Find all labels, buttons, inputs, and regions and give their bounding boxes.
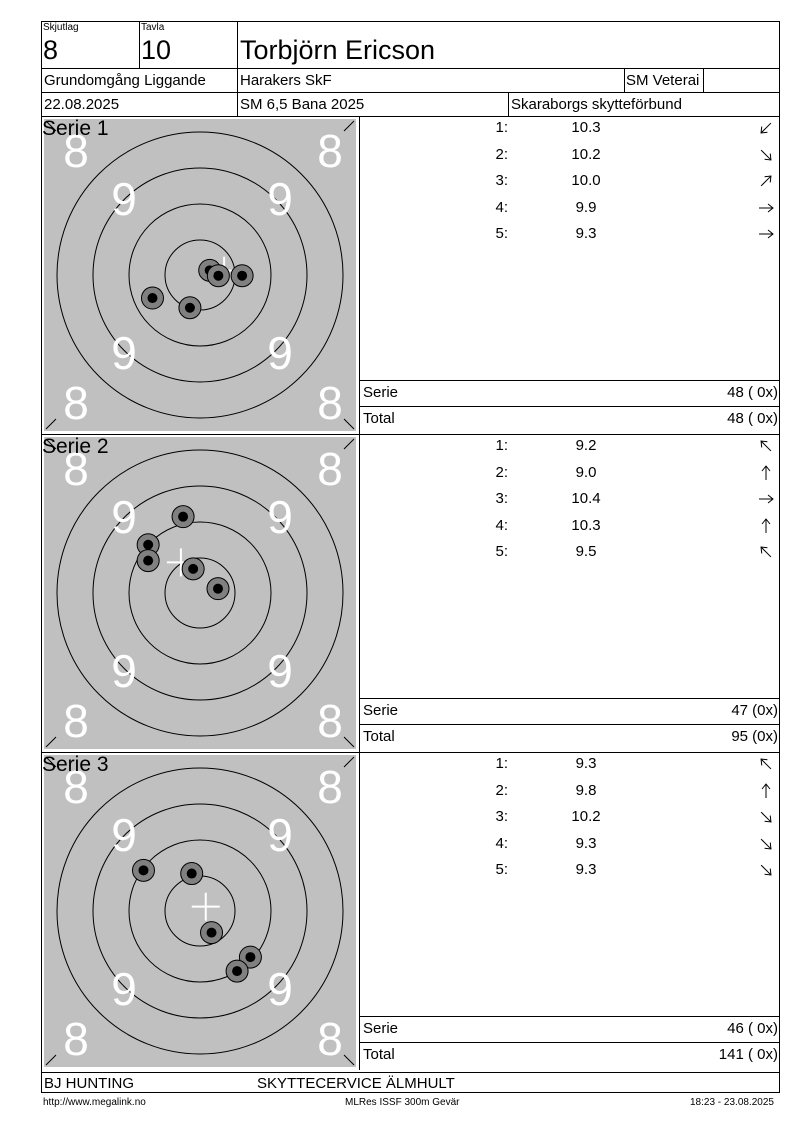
header-divider-1 xyxy=(41,68,780,69)
shot-hit-2 xyxy=(207,265,229,287)
series-title: Serie 1 xyxy=(42,117,109,140)
target-background xyxy=(44,437,356,749)
shot-number: 2: xyxy=(495,145,508,163)
shot-number: 2: xyxy=(495,781,508,799)
shot-number: 3: xyxy=(495,490,508,508)
serie-value: 47 (0x) xyxy=(731,702,778,719)
shot-hit-3 xyxy=(231,265,253,287)
total-line xyxy=(359,1042,780,1043)
shot-number: 1: xyxy=(495,755,508,772)
ring-number: 9 xyxy=(111,173,137,225)
ring-number: 9 xyxy=(267,491,293,543)
shot-direction-arrow-icon xyxy=(756,754,776,774)
ring-number: 8 xyxy=(63,377,89,429)
shot-hit-5 xyxy=(226,960,248,982)
footer-software: MLRes ISSF 300m Gevär xyxy=(345,1097,460,1108)
shot-number: 4: xyxy=(495,516,508,534)
total-line xyxy=(359,724,780,725)
shot-direction-arrow-icon xyxy=(756,224,776,244)
series-vdiv xyxy=(359,116,360,434)
header-vdiv-4 xyxy=(703,68,704,92)
federation-name: Skaraborgs skytteförbund xyxy=(511,96,682,113)
shot-direction-arrow-icon xyxy=(756,781,776,801)
shot-hit-3 xyxy=(137,550,159,572)
total-label: Total xyxy=(363,728,395,745)
shot-number: 5: xyxy=(495,861,508,879)
ring-number: 8 xyxy=(63,443,89,495)
ring-number: 8 xyxy=(317,377,343,429)
shot-hit-3 xyxy=(201,922,223,944)
total-label: Total xyxy=(363,1046,395,1063)
shot-number: 1: xyxy=(495,119,508,136)
shot-value: 10.3 xyxy=(571,119,601,136)
shot-value: 9.3 xyxy=(575,225,597,243)
serie-value: 46 ( 0x) xyxy=(727,1020,778,1037)
shot-number: 5: xyxy=(495,225,508,243)
ring-number: 8 xyxy=(317,1013,343,1065)
shot-hit-4 xyxy=(141,287,163,309)
serie-line xyxy=(359,698,780,699)
serie-label: Serie xyxy=(363,384,399,401)
shot-number: 2: xyxy=(495,463,508,481)
shooting-target xyxy=(44,437,356,749)
ring-number: 9 xyxy=(111,809,137,861)
ring-number: 8 xyxy=(63,1013,89,1065)
total-value: 141 ( 0x) xyxy=(718,1046,778,1063)
total-line xyxy=(359,406,780,407)
ring-number: 9 xyxy=(267,327,293,379)
serie-label: Serie xyxy=(363,1020,399,1037)
ring-number: 9 xyxy=(267,173,293,225)
shot-direction-arrow-icon xyxy=(756,860,776,880)
shot-value: 10.2 xyxy=(571,145,601,163)
shot-hit-2 xyxy=(181,863,203,885)
tavla-value: 10 xyxy=(141,35,172,65)
shot-hit-5 xyxy=(179,297,201,319)
shot-number: 4: xyxy=(495,834,508,852)
serie-line xyxy=(359,1016,780,1017)
shooting-target xyxy=(44,119,356,431)
shooter-name: Torbjörn Ericson xyxy=(240,35,436,65)
ring-number: 8 xyxy=(317,695,343,747)
series-top-line xyxy=(41,434,780,435)
shot-direction-arrow-icon xyxy=(756,489,776,509)
ring-number: 9 xyxy=(267,645,293,697)
ring-number: 8 xyxy=(317,125,343,177)
shot-hit-5 xyxy=(207,578,229,600)
footer-timestamp: 18:23 - 23.08.2025 xyxy=(690,1097,774,1108)
shot-direction-arrow-icon xyxy=(756,118,776,138)
header-vdiv-2 xyxy=(237,21,238,116)
series-title: Serie 3 xyxy=(42,753,109,776)
shot-value: 10.4 xyxy=(571,490,601,508)
serie-value: 48 ( 0x) xyxy=(727,384,778,401)
shot-direction-arrow-icon xyxy=(756,834,776,854)
shot-direction-arrow-icon xyxy=(756,436,776,456)
shot-value: 9.2 xyxy=(575,437,597,454)
category-name: SM Veterai xyxy=(626,72,700,89)
ring-number: 8 xyxy=(63,695,89,747)
shot-value: 10.3 xyxy=(571,516,601,534)
total-value: 48 ( 0x) xyxy=(727,410,778,427)
shot-number: 3: xyxy=(495,172,508,190)
total-value: 95 (0x) xyxy=(731,728,778,745)
shot-number: 3: xyxy=(495,808,508,826)
serie-label: Serie xyxy=(363,702,399,719)
shot-value: 10.0 xyxy=(571,172,601,190)
ring-number: 8 xyxy=(317,443,343,495)
shot-number: 5: xyxy=(495,543,508,561)
tavla-label: Tavla xyxy=(141,22,165,33)
series-top-line xyxy=(41,116,780,117)
shot-value: 9.3 xyxy=(575,755,597,772)
shot-value: 9.0 xyxy=(575,463,597,481)
target-background xyxy=(44,755,356,1067)
competition-date: 22.08.2025 xyxy=(44,96,120,113)
ring-number: 9 xyxy=(267,809,293,861)
series-vdiv xyxy=(359,752,360,1070)
competition-name: SM 6,5 Bana 2025 xyxy=(240,96,365,113)
shot-direction-arrow-icon xyxy=(756,171,776,191)
header-divider-2 xyxy=(41,92,780,93)
shot-direction-arrow-icon xyxy=(756,145,776,165)
ring-number: 9 xyxy=(111,327,137,379)
footer-divider xyxy=(41,1072,780,1073)
series-title: Serie 2 xyxy=(42,435,109,458)
ring-number: 9 xyxy=(111,963,137,1015)
series-vdiv xyxy=(359,434,360,752)
shot-hit-4 xyxy=(182,558,204,580)
ring-number: 8 xyxy=(63,761,89,813)
serie-line xyxy=(359,380,780,381)
sponsor-2: SKYTTECERVICE ÄLMHULT xyxy=(257,1075,455,1092)
total-label: Total xyxy=(363,410,395,427)
ring-number: 9 xyxy=(267,963,293,1015)
shot-value: 9.8 xyxy=(575,781,597,799)
shot-number: 1: xyxy=(495,437,508,454)
ring-number: 8 xyxy=(63,125,89,177)
header-vdiv-3 xyxy=(624,68,625,92)
header-vdiv-1 xyxy=(139,21,140,68)
shot-direction-arrow-icon xyxy=(756,463,776,483)
ring-number: 9 xyxy=(111,491,137,543)
shot-direction-arrow-icon xyxy=(756,807,776,827)
shot-value: 9.3 xyxy=(575,861,597,879)
shot-hit-1 xyxy=(172,506,194,528)
sponsor-1: BJ HUNTING xyxy=(44,1075,134,1092)
shot-direction-arrow-icon xyxy=(756,542,776,562)
shot-value: 10.2 xyxy=(571,808,601,826)
shot-value: 9.5 xyxy=(575,543,597,561)
header-vdiv-5 xyxy=(508,92,509,116)
shot-direction-arrow-icon xyxy=(756,198,776,218)
shot-value: 9.9 xyxy=(575,198,597,216)
shooting-target xyxy=(44,755,356,1067)
skjutlag-value: 8 xyxy=(43,35,59,65)
shot-direction-arrow-icon xyxy=(756,516,776,536)
shot-value: 9.3 xyxy=(575,834,597,852)
class-name: Grundomgång Liggande xyxy=(44,72,206,89)
skjutlag-label: Skjutlag xyxy=(43,22,79,33)
footer-url[interactable]: http://www.megalink.no xyxy=(43,1097,146,1108)
shot-number: 4: xyxy=(495,198,508,216)
ring-number: 8 xyxy=(317,761,343,813)
club-name: Harakers SkF xyxy=(240,72,332,89)
ring-number: 9 xyxy=(111,645,137,697)
series-top-line xyxy=(41,752,780,753)
shot-hit-1 xyxy=(132,859,154,881)
